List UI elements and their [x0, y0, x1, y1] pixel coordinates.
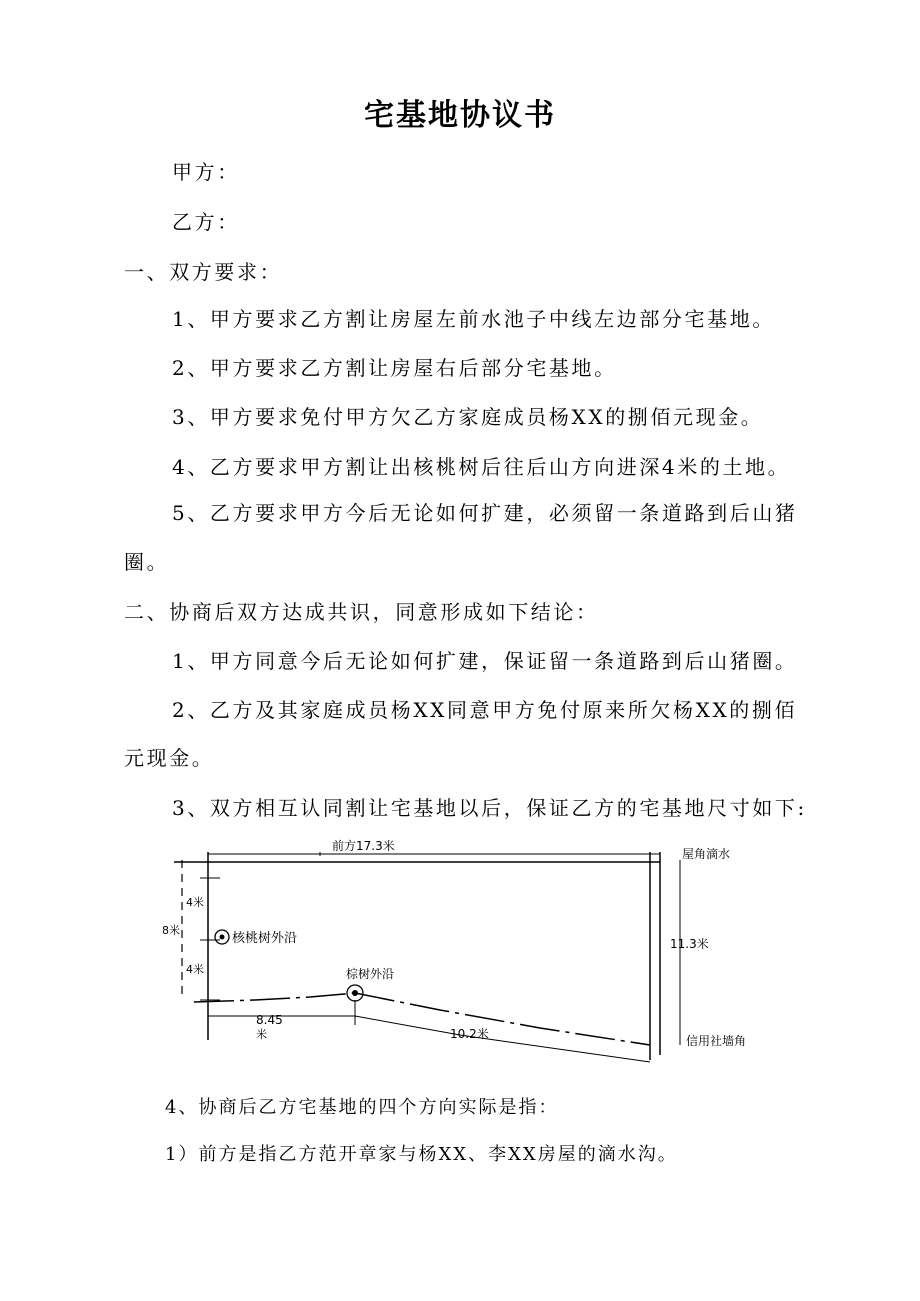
diagram-label-8m: 8米 — [162, 924, 180, 937]
section2-item-3: 3、双方相互认同割让宅基地以后，保证乙方的宅基地尺寸如下: — [172, 796, 807, 820]
diagram-label-4m-top: 4米 — [186, 896, 204, 909]
diagram-label-11-3m: 11.3米 — [670, 937, 709, 951]
section1-item-2: 2、甲方要求乙方割让房屋右后部分宅基地。 — [172, 356, 617, 380]
diagram-label-8-45-unit: 米 — [256, 1028, 267, 1041]
section3-item-4: 4、协商后乙方宅基地的四个方向实际是指： — [165, 1097, 559, 1118]
section2-item-1: 1、甲方同意今后无论如何扩建，保证留一条道路到后山猪圈。 — [172, 649, 798, 673]
diagram-label-palm: 棕树外沿 — [346, 967, 395, 981]
diagram-bottom-dim-2 — [355, 1016, 650, 1062]
homestead-diagram — [160, 830, 800, 1075]
section1-heading: 一、双方要求： — [124, 260, 283, 284]
party-b-label: 乙方： — [172, 210, 240, 234]
diagram-bottom-boundary — [194, 993, 355, 1002]
section1-item-5: 5、乙方要求甲方今后无论如何扩建，必须留一条道路到后山猪 — [172, 501, 798, 525]
diagram-label-front: 前方17.3米 — [332, 839, 395, 853]
document-title: 宅基地协议书 — [364, 98, 556, 133]
section1-item-1: 1、甲方要求乙方割让房屋左前水池子中线左边部分宅基地。 — [172, 307, 775, 331]
section2-item-2: 2、乙方及其家庭成员杨XX同意甲方免付原来所欠杨XX的捌佰 — [172, 698, 798, 722]
party-a-label: 甲方： — [172, 160, 240, 184]
diagram-label-credit-coop: 信用社墙角 — [686, 1034, 747, 1048]
section1-item-3: 3、甲方要求免付甲方欠乙方家庭成员杨XX的捌佰元现金。 — [172, 405, 764, 429]
section2-heading: 二、协商后双方达成共识，同意形成如下结论： — [124, 600, 599, 624]
section3-sub-1: 1）前方是指乙方范开章家与杨XX、李XX房屋的滴水沟。 — [165, 1144, 678, 1165]
diagram-label-8-45: 8.45 — [256, 1013, 283, 1027]
section1-item-5-cont: 圈。 — [124, 550, 170, 574]
diagram-label-4m-bottom: 4米 — [186, 963, 204, 976]
diagram-label-eaves: 屋角滴水 — [682, 847, 731, 861]
walnut-tree-marker — [215, 930, 229, 944]
diagram-label-walnut: 核桃树外沿 — [232, 931, 298, 946]
palm-tree-marker — [347, 985, 363, 1001]
section2-item-2-cont: 元现金。 — [124, 746, 215, 770]
section1-item-4: 4、乙方要求甲方割让出核桃树后往后山方向进深4米的土地。 — [172, 455, 791, 479]
diagram-label-10-2m: 10.2米 — [450, 1027, 489, 1041]
diagram-slanted-boundary — [355, 993, 650, 1045]
